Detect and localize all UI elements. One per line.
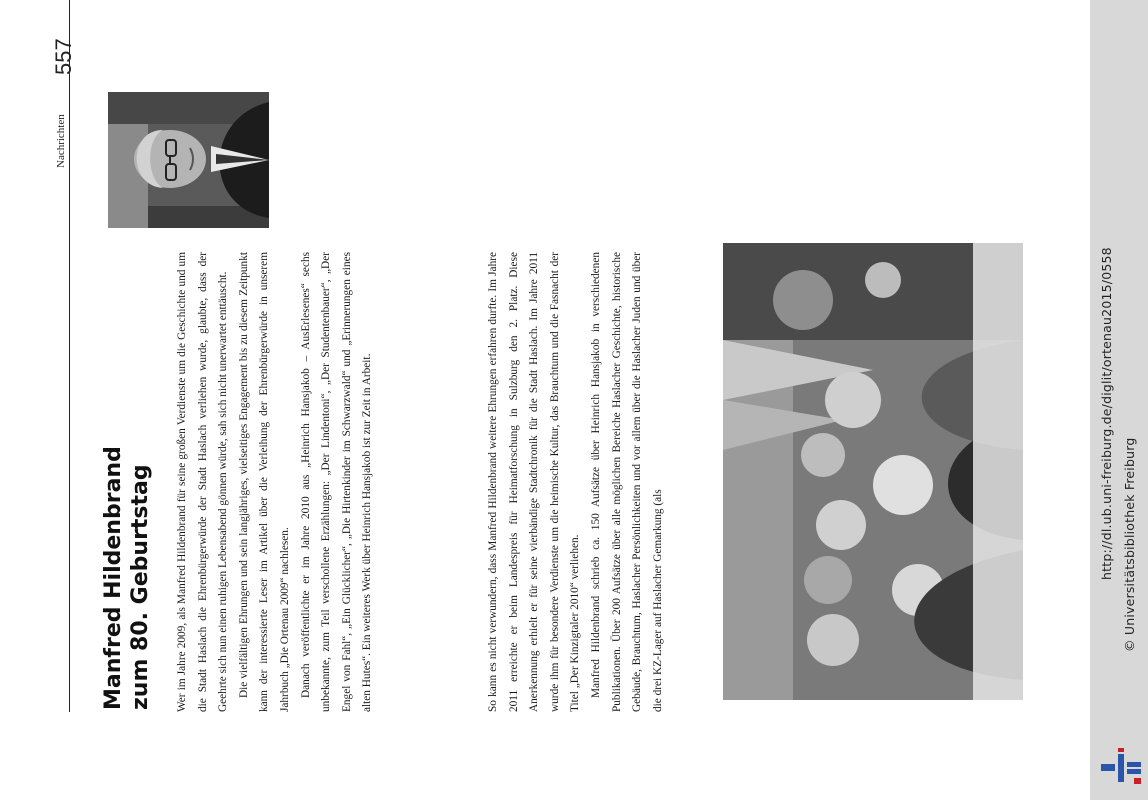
title-line-2: zum 80. Geburtstag — [128, 464, 153, 710]
paragraph: So kann es nicht verwundern, dass Manfred Hildenbrand weitere Ehrungen erfahren durfte. Im Jahre 2011 erreichte er beim Landespreis für Heimatforschung in Sulzburg den 2. Platz. Diese Anerkennung erhielt er für seine vierbändige Stadtchronik für die Stadt Haslach. Im Jahre 2011 wurde ihm für besondere Verdienste um die heimische Kultur, das Brauchtum und die Fasnacht der Titel „Der Kinzigtaler 2010“ verliehen. — [487, 252, 582, 712]
article-title — [100, 250, 154, 710]
section-label: Nachrichten — [55, 114, 67, 168]
paragraph: Die vielfältigen Ehrungen und sein langjähriges, vielseitiges Engagement bis zu diesem Zeitpunkt kann der interessierte Leser im Artikel über die Verleihung der Ehrenbürgerwürde in unserem Jahrbuch „Die Ortenau 2009“ nachlesen. — [237, 252, 291, 712]
paragraph: Wer im Jahre 2009, als Manfred Hildenbrand für seine großen Verdienste um die Geschichte und um die Stadt Haslach die Ehrenbürgerwürde der Stadt Haslach verliehen wurde, glaubte, dass der Geehrte sich nun einen ruhigen Lebensabend gönnen würde, sah sich nicht unerwartet enttäuscht. — [176, 252, 230, 712]
title-line-1: Manfred Hildenbrand — [101, 446, 126, 710]
paragraph: Manfred Hildenbrand schrieb ca. 150 Aufsätze über Heinrich Hansjakob in verschiedenen Publikationen. Über 200 Aufsätze über alle möglichen Bereiche Haslacher Geschichte, historische Gebäude, Brauchtum, Haslacher Persönlichkeiten und vor allem über die Haslacher Juden und über die drei KZ-Lager auf Haslacher Gemarkung (als — [589, 252, 664, 712]
group-photo — [723, 243, 1023, 700]
page-number: 557 — [51, 38, 76, 75]
source-url[interactable]: http://dl.ub.uni-freiburg.de/diglit/ortenau2015/0558 — [1099, 247, 1114, 580]
portrait-photo — [108, 92, 269, 228]
text-column-1 — [172, 252, 378, 712]
ub-freiburg-logo-icon — [1098, 748, 1144, 786]
copyright-notice: © Universitätsbibliothek Freiburg — [1122, 437, 1137, 652]
paragraph: Danach veröffentlichte er im Jahre 2010 aus „Heinrich Hansjakob – AusErlesenes“ sechs unbekannte, zum Teil verschollene Erzählungen: „Der Lindentoni“, „Der Studentenbauer“, „Der Engel von Fahl“, „Ein Glücklicher“, „Die Hirtenkinder im Schwarzwald“ und „Erinnerungen eines alten Hutes“. Ein weiteres Werk über Heinrich Hansjakob ist zur Zeit in Arbeit. — [299, 252, 374, 712]
header-rule — [69, 0, 70, 712]
text-column-2 — [483, 252, 668, 712]
